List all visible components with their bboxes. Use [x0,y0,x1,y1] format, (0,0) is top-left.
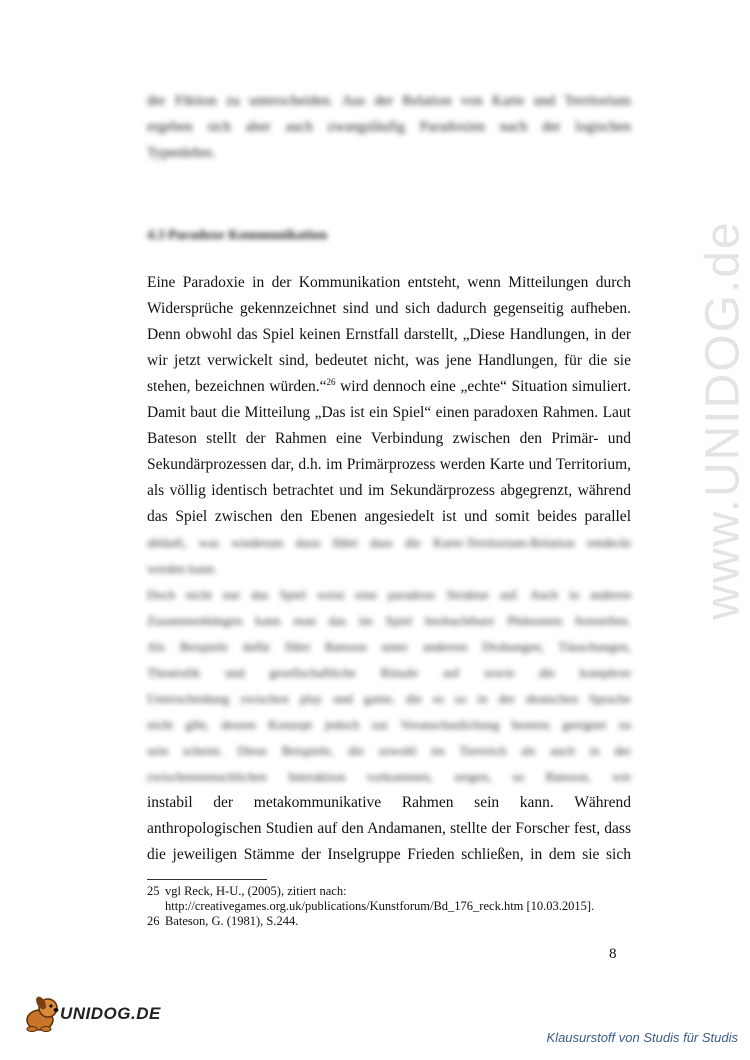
logo-text[interactable]: UNIDOG.DE [60,1004,161,1023]
blurred-line: Als Beispiele dafür führt Bateson unter anderem Drohungen, Täuschungen, [147,639,631,654]
blurred-line: werden kann. [147,561,218,576]
intro-line: der Fiktion zu unterscheiden. Aus der Relation von Karte und Territorium [147,93,631,109]
blurred-line: abläuft, was wiederum dazu führt dass die Karte-Territorium-Relation entdeckt [147,535,631,550]
watermark: www.UNIDOG.de [696,220,750,620]
footnotes [147,884,617,929]
footnote-number: 26 [147,914,160,928]
main-paragraph [147,270,631,868]
paragraph-line: als völlig identisch betrachtet und im Sekundärprozess abgegrenzt, während [147,482,631,499]
paragraph-line: anthropologischen Studien auf den Andamanen, stellte der Forscher fest, dass [147,820,631,837]
intro-line: ergeben sich aber auch zwangsläufig Paradoxien nach der logischen [147,119,631,135]
paragraph-line-with-footnote [147,374,631,400]
blurred-line: Unterscheidung zwischen play und game, die es so in der deutschen Sprache [147,691,631,706]
paragraph-line: wir jetzt verwickelt sind, bedeutet nicht, was jene Handlungen, für die sie [147,352,631,369]
footnote-25 [147,884,617,899]
paragraph-line: Damit baut die Mitteilung „Das ist ein Spiel“ einen paradoxen Rahmen. Laut [147,404,631,421]
paragraph-line: Denn obwohl das Spiel keinen Ernstfall darstellt, „Diese Handlungen, in der [147,326,631,343]
footnote-ref: 26 [326,376,336,387]
blurred-line: zwischenmenschlichen Interaktion vorkommen, zeigen, so Bateson, wie [147,769,631,784]
footnote-url[interactable]: http://creativegames.org.uk/publications/Kunstforum/Bd_176_reck.htm [10.03.2015]. [165,899,595,913]
footnote-text: vgl Reck, H-U., (2005), zitiert nach: [165,884,347,898]
paragraph-line: instabil der metakommunikative Rahmen sein kann. Während [147,794,631,811]
page-number: 8 [609,946,617,962]
footnote-text: Bateson, G. (1981), S.244. [165,914,299,928]
footnote-26 [147,914,617,929]
footnote-number: 25 [147,884,160,898]
blurred-line: Zusammenhängen kann man das im Spiel beobachtbare Phänomen feststellen. [147,613,631,628]
paragraph-line: Eine Paradoxie in der Kommunikation entsteht, wenn Mitteilungen durch [147,274,631,291]
tagline: Klausurstoff von Studis für Studis [546,1030,738,1045]
paragraph-line: Sekundärprozessen dar, d.h. im Primärprozess werden Karte und Territorium, [147,456,631,473]
section-heading: 4.3 Paradoxe Kommunikation [147,228,328,243]
blurred-line: nicht gibt, dessen Konzept jedoch zur Veranschaulichung bestens geeignet zu [147,717,631,732]
blurred-line: Theatralik und gesellschaftliche Rituale auf sowie die komplexe [147,665,631,680]
intro-line: Typenlehre. [147,145,216,161]
paragraph-line: das Spiel zwischen den Ebenen angesiedelt ist und somit beides parallel [147,508,631,525]
paragraph-line: Widersprüche gekennzeichnet sind und sich dadurch gegenseitig aufheben. [147,300,631,317]
blurred-line: Doch nicht nur das Spiel weist eine paradoxe Struktur auf. Auch in anderen [147,587,631,602]
blurred-line: sein scheint. Diese Beispiele, die sowohl im Tierreich als auch in der [147,743,631,758]
line-text: stehen, bezeichnen würden.“ [147,378,327,395]
paragraph-line: die jeweiligen Stämme der Inselgruppe Frieden schließen, in dem sie sich [147,846,631,863]
paragraph-line: Bateson stellt der Rahmen eine Verbindung zwischen den Primär- und [147,430,631,447]
line-text: wird dennoch eine „echte“ Situation simuliert. [335,378,631,395]
footnote-separator [147,879,267,880]
intro-blurred-text [147,88,631,166]
